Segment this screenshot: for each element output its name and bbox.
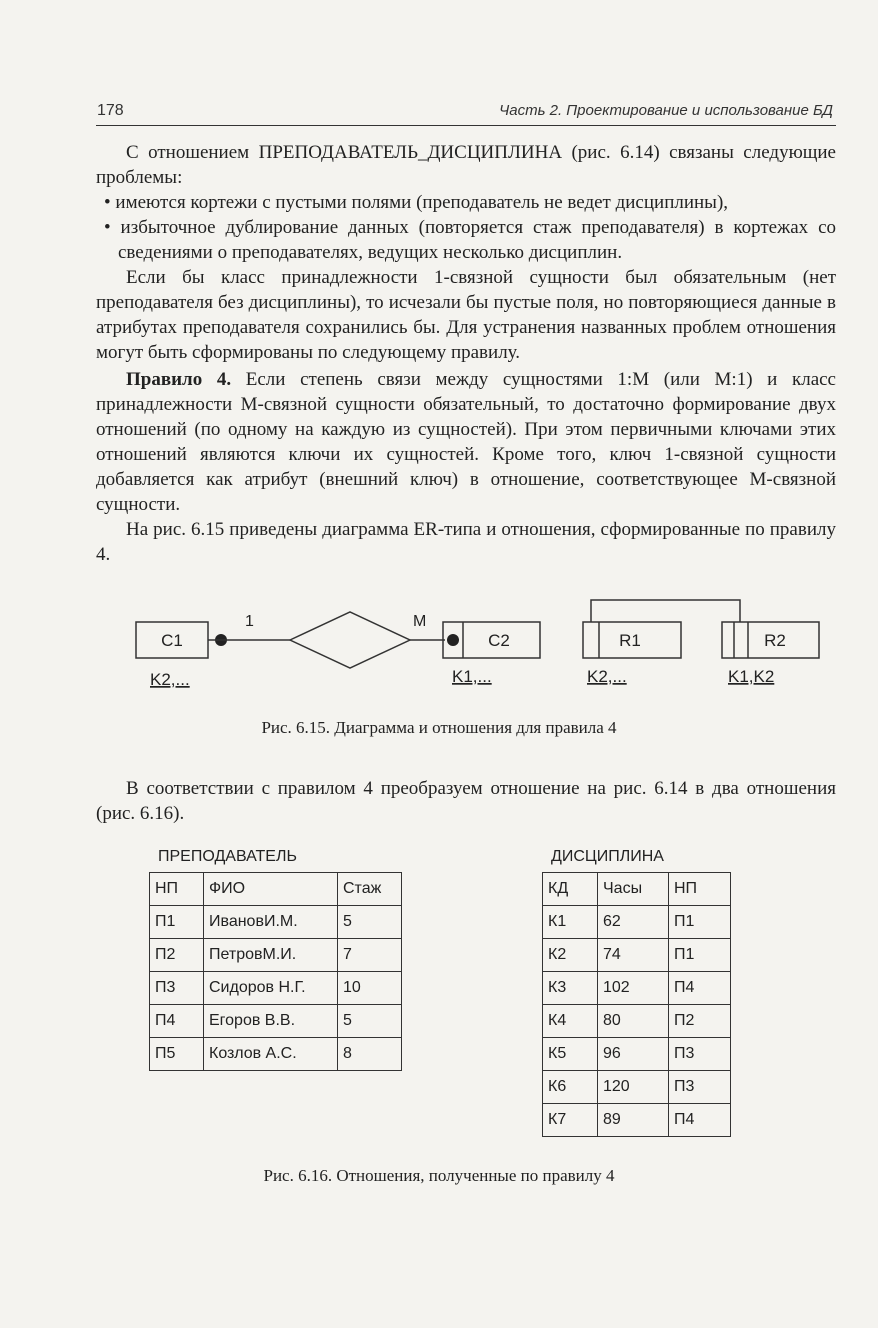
table-cell: 5: [338, 1005, 402, 1038]
table-cell: 102: [598, 972, 669, 1005]
table-cell: 89: [598, 1104, 669, 1137]
foreign-key-link: [591, 600, 740, 622]
table-cell: 7: [338, 939, 402, 972]
relation-r2-label: R2: [764, 631, 786, 650]
table-row: [150, 1005, 402, 1038]
c2-connector-dot: [447, 634, 459, 646]
teacher-table-title: ПРЕПОДАВАТЕЛЬ: [158, 848, 297, 865]
table-header-cell: ФИО: [204, 873, 338, 906]
table-cell: ИвановИ.М.: [204, 906, 338, 939]
intro-fig615: [96, 517, 836, 567]
problems-paragraph: Если бы класс принадлежности 1-связной сущности был обязательным (нет преподавателя без дисциплины), то исчезали бы пустые поля, но повторяющиеся данные в атрибутах преподавателя сохранились бы. Для устранения названных проблем отношения могут быть сформированы по следующему правилу.: [96, 267, 836, 363]
table-row: [150, 906, 402, 939]
problem-item: • имеются кортежи с пустыми полями (преподаватель не ведет дисциплины),: [96, 190, 836, 215]
entity-c1-label: C1: [161, 631, 183, 650]
table-cell: К7: [543, 1104, 598, 1137]
entity-c2-label: C2: [488, 631, 510, 650]
page-number: 178: [97, 102, 124, 119]
table-cell: П2: [669, 1005, 731, 1038]
fig616-caption: Рис. 6.16. Отношения, полученные по правилу 4: [263, 1166, 615, 1185]
table-row: [150, 939, 402, 972]
table-cell: 80: [598, 1005, 669, 1038]
table-header-row: [543, 873, 731, 906]
cardinality-one: 1: [245, 613, 254, 630]
c1-key: K2,...: [150, 670, 190, 689]
problems-intro: С отношением ПРЕПОДАВАТЕЛЬ_ДИСЦИПЛИНА (рис. 6.14) связаны следующие проблемы:: [96, 142, 836, 188]
relation-r1-label: R1: [619, 631, 641, 650]
table-row: [543, 906, 731, 939]
table-header-cell: НП: [150, 873, 204, 906]
r2-key: K1,K2: [728, 667, 775, 686]
table-cell: 96: [598, 1038, 669, 1071]
problems-block: [96, 140, 836, 365]
table-cell: 62: [598, 906, 669, 939]
table-cell: П3: [669, 1038, 731, 1071]
table-cell: П4: [669, 1104, 731, 1137]
table-cell: К6: [543, 1071, 598, 1104]
table-row: [150, 1038, 402, 1071]
table-cell: К5: [543, 1038, 598, 1071]
table-header-row: [150, 873, 402, 906]
table-cell: П1: [150, 906, 204, 939]
table-cell: П1: [669, 906, 731, 939]
table-cell: 74: [598, 939, 669, 972]
relationship-diamond: [290, 612, 410, 668]
problem-item: • избыточное дублирование данных (повторяется стаж преподавателя) в кортежах со сведениями о преподавателях, ведущих несколько дисциплин.: [96, 215, 836, 265]
table-cell: Сидоров Н.Г.: [204, 972, 338, 1005]
table-row: [543, 939, 731, 972]
table-row: [543, 1104, 731, 1137]
r1-key: K2,...: [587, 667, 627, 686]
cardinality-many: M: [413, 613, 427, 630]
table-cell: П3: [669, 1071, 731, 1104]
table-cell: П2: [150, 939, 204, 972]
er-diagram: [0, 590, 878, 700]
table-cell: 120: [598, 1071, 669, 1104]
table-header-cell: Часы: [598, 873, 669, 906]
table-cell: П1: [669, 939, 731, 972]
table-row: [543, 1038, 731, 1071]
table-row: [543, 1005, 731, 1038]
table-cell: П4: [669, 972, 731, 1005]
table-cell: Егоров В.В.: [204, 1005, 338, 1038]
table-cell: 10: [338, 972, 402, 1005]
table-row: [543, 972, 731, 1005]
table-header-cell: КД: [543, 873, 598, 906]
intro-fig615-text: На рис. 6.15 приведены диаграмма ER-типа и отношения, сформированные по правилу 4.: [96, 519, 836, 565]
rule-text: Если степень связи между сущностями 1:М (или М:1) и класс принадлежности М-связной сущности обязательный, то достаточно формирование двух отношений (по одному на каждую из сущностей). При этом первичными ключами этих отношений являются ключи их сущностей. Кроме того, ключ 1-связной сущности добавляется как атрибут (внешний ключ) в отношение, соответствующее М-связной сущности.: [96, 369, 836, 515]
header-rule: [96, 125, 836, 126]
table-row: [150, 972, 402, 1005]
discipline-table: [542, 872, 731, 1137]
c2-key: K1,...: [452, 667, 492, 686]
table-cell: К4: [543, 1005, 598, 1038]
discipline-table-title: ДИСЦИПЛИНА: [551, 848, 664, 865]
rule-label: Правило 4.: [126, 369, 232, 390]
table-cell: К3: [543, 972, 598, 1005]
table-header-cell: Стаж: [338, 873, 402, 906]
fig615-caption: Рис. 6.15. Диаграмма и отношения для правила 4: [261, 718, 617, 737]
table-cell: 8: [338, 1038, 402, 1071]
table-cell: П4: [150, 1005, 204, 1038]
table-cell: К2: [543, 939, 598, 972]
running-header: Часть 2. Проектирование и использование БД: [499, 102, 833, 119]
table-cell: ПетровМ.И.: [204, 939, 338, 972]
rule-block: [96, 367, 836, 517]
table-cell: 5: [338, 906, 402, 939]
intro-fig616: [96, 776, 836, 826]
table-cell: Козлов А.С.: [204, 1038, 338, 1071]
teacher-table: [149, 872, 402, 1071]
table-cell: К1: [543, 906, 598, 939]
table-row: [543, 1071, 731, 1104]
table-header-cell: НП: [669, 873, 731, 906]
table-cell: П5: [150, 1038, 204, 1071]
problems-list: [96, 190, 836, 265]
table-cell: П3: [150, 972, 204, 1005]
intro-fig616-text: В соответствии с правилом 4 преобразуем отношение на рис. 6.14 в два отношения (рис. 6.16).: [96, 778, 836, 824]
rule-paragraph: [96, 367, 836, 517]
